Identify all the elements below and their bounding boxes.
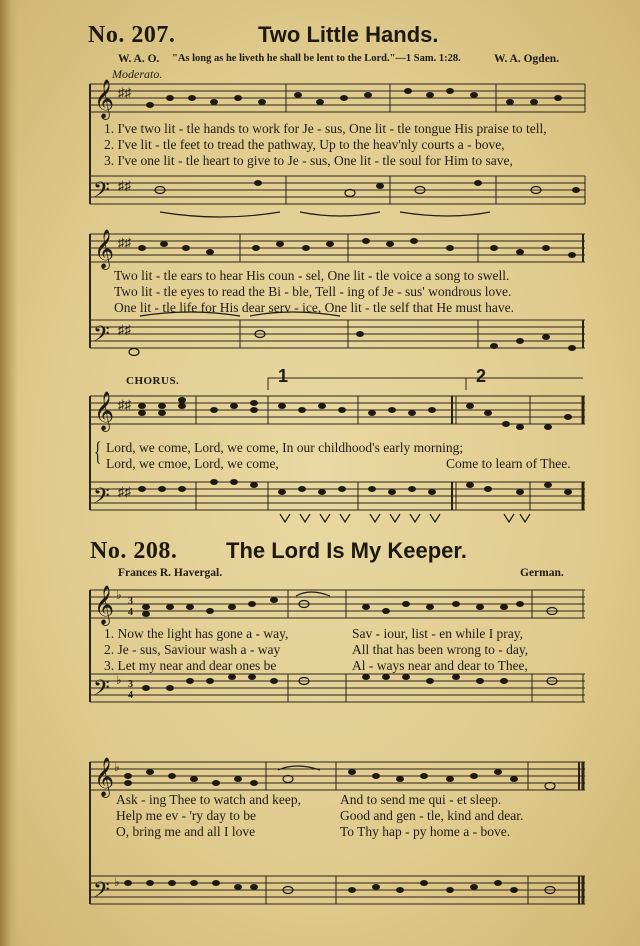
hymn-208-verse-1-line-2a: Ask - ing Thee to watch and keep,: [116, 792, 301, 807]
svg-text:♯♯: ♯♯: [118, 85, 131, 100]
hymn-207-verse-3-line-1: 3. I've one lit - tle heart to give to Je - sus, One lit - tle soul for Him to save,: [104, 153, 513, 168]
hymn-207-lyricist: W. A. O.: [118, 53, 160, 65]
svg-text:𝄞: 𝄞: [94, 79, 115, 119]
second-ending-mark: 2: [476, 366, 487, 386]
hymn-207-verse-1-line-1: 1. I've two lit - tle hands to work for Je - sus, One lit - tle tongue His praise to tell,: [104, 121, 547, 136]
svg-text:𝄢: 𝄢: [93, 322, 110, 352]
svg-text:♯♯: ♯♯: [118, 484, 131, 499]
svg-text:♯♯: ♯♯: [118, 235, 131, 250]
first-ending-mark: 1: [278, 366, 289, 386]
hymn-207-number: No. 207.: [88, 22, 176, 48]
svg-text:𝄞: 𝄞: [94, 585, 115, 625]
svg-text:♭: ♭: [114, 760, 120, 774]
hymn-208-verse-1-line-1b: Sav - iour, list - en while I pray,: [352, 626, 524, 641]
chorus-lyric-line-2b: Come to learn of Thee.: [446, 456, 571, 471]
svg-text:♯♯: ♯♯: [118, 178, 131, 193]
hymn-208-verse-2-line-2b: Good and gen - tle, kind and dear.: [340, 808, 524, 823]
svg-text:4: 4: [128, 690, 133, 701]
hymn-207-tempo: Moderato.: [112, 67, 163, 81]
hymn-208-number: No. 208.: [90, 538, 178, 564]
hymn-208-verse-1-line-2b: And to send me qui - et sleep.: [340, 792, 502, 807]
hymn-208-source: German.: [520, 567, 564, 579]
svg-text:𝄢: 𝄢: [93, 178, 110, 208]
svg-text:3: 3: [128, 679, 133, 690]
svg-text:♭: ♭: [116, 588, 122, 602]
chorus-lyric-line-1: Lord, we come, Lord, we come, In our childhood's early morning;: [106, 440, 464, 455]
hymn-208-verse-3-line-2a: O, bring me and all I love: [116, 824, 256, 839]
chorus-lyric-line-2a: Lord, we cmoe, Lord, we come,: [106, 456, 279, 471]
hymn-208-verse-2-line-1b: All that has been wrong to - day,: [352, 642, 529, 657]
hymn-207-composer: W. A. Ogden.: [494, 53, 560, 65]
svg-text:𝄞: 𝄞: [94, 757, 115, 797]
hymn-207-verse-2-line-2: Two lit - tle eyes to read the Bi - ble, Tell - ing of Je - sus' wondrous love.: [114, 284, 512, 299]
hymn-208-verse-2-line-1a: 2. Je - sus, Saviour wash a - way: [104, 642, 281, 657]
chorus-brace: {: [94, 437, 102, 466]
svg-text:𝄞: 𝄞: [94, 229, 115, 269]
hymn-208-verse-2-line-2a: Help me ev - 'ry day to be: [116, 808, 257, 823]
hymn-207-verse-1-line-2: Two lit - tle ears to hear His coun - sel, One lit - tle voice a song to swell.: [114, 268, 510, 283]
page-spine-shadow: [0, 0, 18, 946]
chorus-label: CHORUS.: [126, 375, 180, 387]
svg-text:♯♯: ♯♯: [118, 397, 131, 412]
svg-text:3: 3: [128, 596, 133, 607]
hymn-208-verse-3-line-1b: Al - ways near and dear to Thee,: [352, 658, 528, 673]
hymn-207-scripture: "As long as he liveth he shall be lent to the Lord."—1 Sam. 1:28.: [172, 53, 461, 64]
svg-text:𝄢: 𝄢: [93, 484, 110, 514]
hymn-208-author: Frances R. Havergal.: [118, 567, 223, 579]
hymn-207-verse-3-line-2: One lit - tle life for His dear serv - ice, One lit - tle self that He must have.: [114, 300, 514, 315]
svg-text:4: 4: [128, 607, 133, 618]
svg-text:♭: ♭: [116, 673, 122, 687]
hymn-208-title: The Lord Is My Keeper.: [226, 538, 467, 563]
hymn-208-verse-1-line-1a: 1. Now the light has gone a - way,: [104, 626, 289, 641]
svg-text:𝄢: 𝄢: [93, 878, 110, 908]
hymn-207-title: Two Little Hands.: [258, 22, 439, 47]
svg-text:𝄢: 𝄢: [93, 676, 110, 706]
hymn-208-verse-3-line-2b: To Thy hap - py home a - bove.: [340, 824, 511, 839]
svg-text:♭: ♭: [114, 875, 120, 889]
hymn-208-verse-3-line-1a: 3. Let my near and dear ones be: [104, 658, 277, 673]
svg-text:𝄞: 𝄞: [94, 391, 115, 431]
hymn-207-verse-2-line-1: 2. I've lit - tle feet to tread the pathway, Up to the heav'nly courts a - bove,: [104, 137, 505, 152]
svg-text:♯♯: ♯♯: [118, 322, 131, 337]
